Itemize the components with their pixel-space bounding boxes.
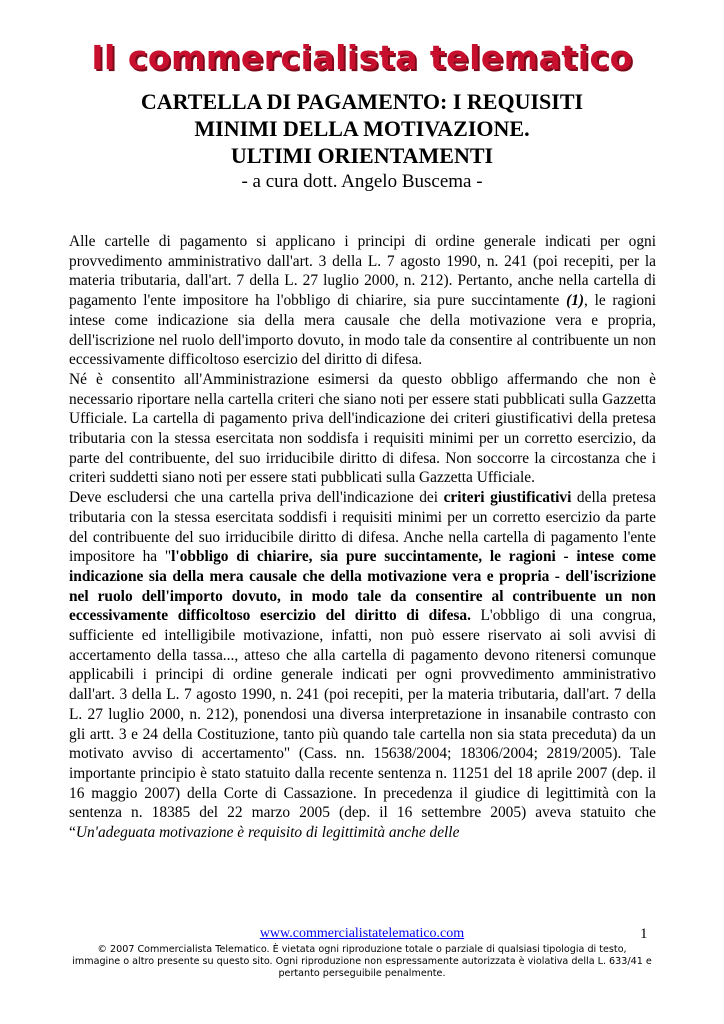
paragraph-1-text-b: , le ragioni intese come indicazione sia della mera causale che della motivazione vera e propria, dell'iscrizione nel ruolo dell'importo dovuto, in modo tale da consentire al contribuente un non eccessivamente difficoltoso esercizio del diritto di difesa. bbox=[69, 292, 656, 369]
paragraph-1-text-a: Alle cartelle di pagamento si applicano i principi di ordine generale indicati per ogni provvedimento amministrativo dall'art. 3 della L. 7 agosto 1990, n. 241 (poi recepiti, per la materia tributaria, dall'art. 7 della L. 27 luglio 2000, n. 212). Pertanto, anche nella cartella di pagamento l'ente impositore ha l'obbligo di chiarire, sia pure succintamente bbox=[69, 233, 656, 310]
title-line-2: MINIMI DELLA MOTIVAZIONE. bbox=[194, 116, 530, 141]
paragraph-3 bbox=[69, 488, 656, 843]
document-title bbox=[0, 88, 724, 169]
paragraph-3-text-a: Deve escludersi che una cartella priva dell'indicazione dei bbox=[69, 489, 444, 507]
title-line-3: ULTIMI ORIENTAMENTI bbox=[230, 143, 494, 168]
paragraph-3-bold-criteria: criteri giustificativi bbox=[443, 489, 572, 507]
title-line-1: CARTELLA DI PAGAMENTO: I REQUISITI bbox=[140, 89, 584, 114]
page-number: 1 bbox=[640, 926, 648, 942]
article-body bbox=[69, 232, 656, 843]
author-byline: - a cura dott. Angelo Buscema - bbox=[241, 171, 483, 192]
paragraph-3-bold-quote: l'obbligo di chiarire, sia pure succintamente, le ragioni - intese come indicazione sia della mera causale che della motivazione vera e propria - dell'iscrizione nel ruolo dell'importo dovuto, in modo tale da consentire al contribuente un non eccessivamente difficoltoso esercizio del diritto di difesa. bbox=[69, 548, 656, 625]
paragraph-2: Né è consentito all'Amministrazione esimersi da questo obbligo affermando che non è necessario riportare nella cartella criteri che siano noti per essere stati pubblicati sulla Gazzetta Ufficiale. La cartella di pagamento priva dell'indicazione dei criteri giustificativi della pretesa tributaria con la stessa esercitata non soddisfa i requisiti minimi per un corretto esercizio, da parte del contribuente, del suo irriducibile diritto di difesa. Non soccorre la circostanza che i criteri suddetti siano noti per essere stati pubblicati sulla Gazzetta Ufficiale. bbox=[69, 370, 656, 487]
paragraph-1 bbox=[69, 232, 656, 370]
paragraph-3-text-c: della pretesa tributaria con la stessa esercitata soddisfi i requisiti minimi per un corretto esercizio da parte del contribuente del suo irriducibile diritto di difesa. Anche nella cartella di pagamento l'ente impositore ha " bbox=[69, 489, 656, 566]
site-link[interactable]: www.commercialistatelematico.com bbox=[259, 926, 465, 941]
paragraph-3-text-e: L'obbligo di una congrua, sufficiente ed intelligibile motivazione, infatti, non può essere riservato ai soli avvisi di accertamento della tassa..., atteso che alla cartella di pagamento devono ritenersi comunque applicabili i principi di ordine generale indicati per ogni provvedimento amministrativo dall'art. 3 della L. 7 agosto 1990, n. 241 (poi recepiti, per la materia tributaria, dall'art. 7 della L. 27 luglio 2000, n. 212), ponendosi una diversa interpretazione in insanabile contrasto con gli artt. 3 e 24 della Costituzione, tanto più quando tale cartella non sia stata preceduta) da un motivato avviso di accertamento" (Cass. nn. 15638/2004; 18306/2004; 2819/2005). Tale importante principio è stato statuito dalla recente sentenza n. 11251 del 18 aprile 2007 (dep. il 16 maggio 2007) della Corte di Cassazione. In precedenza il giudice di legittimità con la sentenza n. 18385 del 22 marzo 2005 (dep. il 16 settembre 2005) aveva statuito che “ bbox=[69, 607, 656, 842]
footnote-ref[interactable]: (1) bbox=[566, 292, 585, 310]
paragraph-3-italic-quote: Un'adeguata motivazione è requisito di legittimità anche delle bbox=[75, 824, 460, 842]
copyright-notice: © 2007 Commercialista Telematico. È vietata ogni riproduzione totale o parziale di qualsiasi tipologia di testo, immagine o altro presente su questo sito. Ogni riproduzione non espressamente autorizzata è violativa della L. 633/41 e pertanto perseguibile penalmente. bbox=[72, 944, 652, 980]
site-logo: Il commercialista telematico bbox=[91, 38, 633, 77]
